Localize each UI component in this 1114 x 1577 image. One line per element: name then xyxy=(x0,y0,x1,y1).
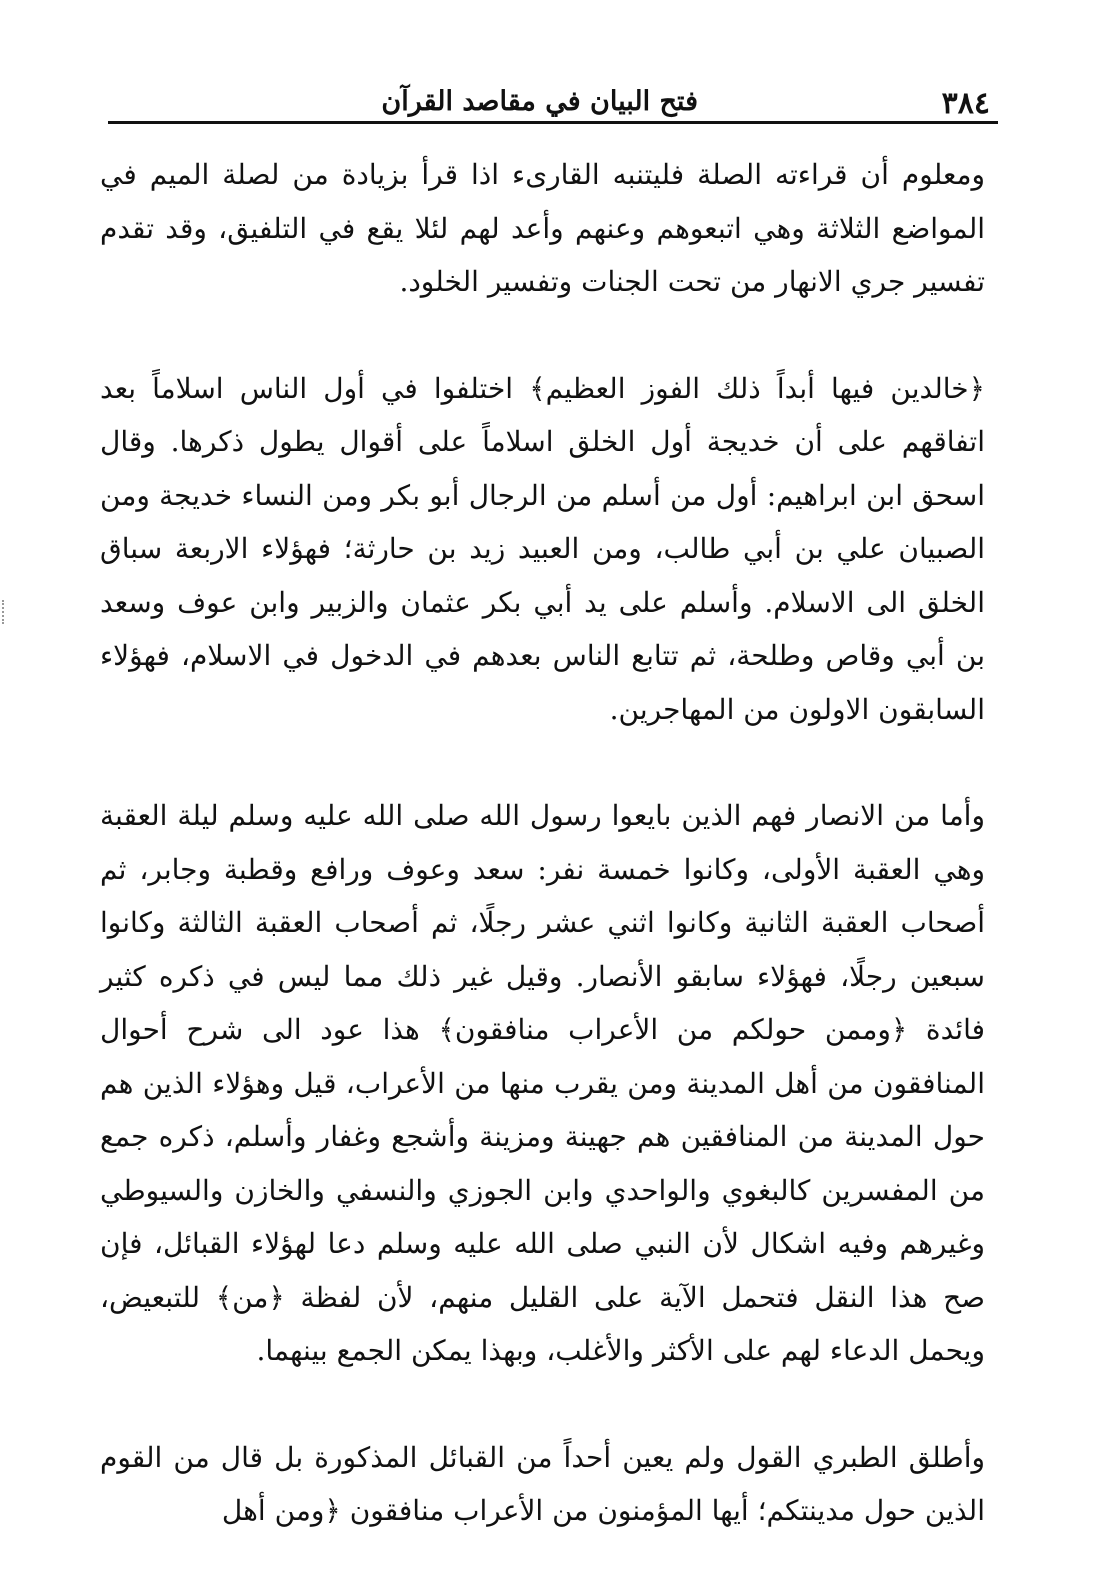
scan-margin-mark xyxy=(2,600,6,624)
paragraph-gap xyxy=(100,1378,985,1431)
paragraph-gap xyxy=(100,736,985,789)
body-text xyxy=(100,148,985,1538)
header-rule xyxy=(108,121,998,124)
paragraph-3: وأما من الانصار فهم الذين بايعوا رسول الله صلى الله عليه وسلم ليلة العقبة وهي العقبة الأولى، وكانوا خمسة نفر: سعد وعوف ورافع وقطبة وجابر، ثم أصحاب العقبة الثانية وكانوا اثني عشر رجلًا، ثم أصحاب العقبة الثالثة وكانوا سبعين رجلًا، فهؤلاء سابقو الأنصار. وقيل غير ذلك مما ليس في ذكره كثير فائدة ﴿وممن حولكم من الأعراب منافقون﴾ هذا عود الى شرح أحوال المنافقون من أهل المدينة ومن يقرب منها من الأعراب، قيل وهؤلاء الذين هم حول المدينة من المنافقين هم جهينة ومزينة وأشجع وغفار وأسلم، ذكره جمع من المفسرين كالبغوي والواحدي وابن الجوزي والنسفي والخازن والسيوطي وغيرهم وفيه اشكال لأن النبي صلى الله عليه وسلم دعا لهؤلاء القبائل، فإن صح هذا النقل فتحمل الآية على القليل منهم، لأن لفظة ﴿من﴾ للتبعيض، ويحمل الدعاء لهم على الأكثر والأغلب، وبهذا يمكن الجمع بينهما. xyxy=(100,799,985,1367)
paragraph-4: وأطلق الطبري القول ولم يعين أحداً من القبائل المذكورة بل قال من القوم الذين حول مدينتكم؛ أيها المؤمنون من الأعراب منافقون ﴿ومن أهل xyxy=(100,1440,985,1527)
running-title: فتح البيان في مقاصد القرآن xyxy=(381,86,698,117)
paragraph-2: ﴿خالدين فيها أبداً ذلك الفوز العظيم﴾ اختلفوا في أول الناس اسلاماً بعد اتفاقهم على أن خديجة أول الخلق اسلاماً على أقوال يطول ذكرها. وقال اسحق ابن ابراهيم: أول من أسلم من الرجال أبو بكر ومن النساء خديجة ومن الصبيان علي بن أبي طالب، ومن العبيد زيد بن حارثة؛ فهؤلاء الاربعة سباق الخلق الى الاسلام. وأسلم على يد أبي بكر عثمان والزبير وابن عوف وسعد بن أبي وقاص وطلحة، ثم تتابع الناس بعدهم في الدخول في الاسلام، فهؤلاء السابقون الاولون من المهاجرين. xyxy=(100,371,985,726)
page-number: ٣٨٤ xyxy=(941,86,990,121)
page-header xyxy=(78,72,998,124)
paragraph-1: ومعلوم أن قراءته الصلة فليتنبه القارىء اذا قرأ بزيادة من لصلة الميم في المواضع الثلاثة وهي اتبعوهم وعنهم وأعد لهم لئلا يقع في التلفيق، وقد تقدم تفسير جري الانهار من تحت الجنات وتفسير الخلود. xyxy=(100,158,985,298)
paragraph-gap xyxy=(100,309,985,362)
